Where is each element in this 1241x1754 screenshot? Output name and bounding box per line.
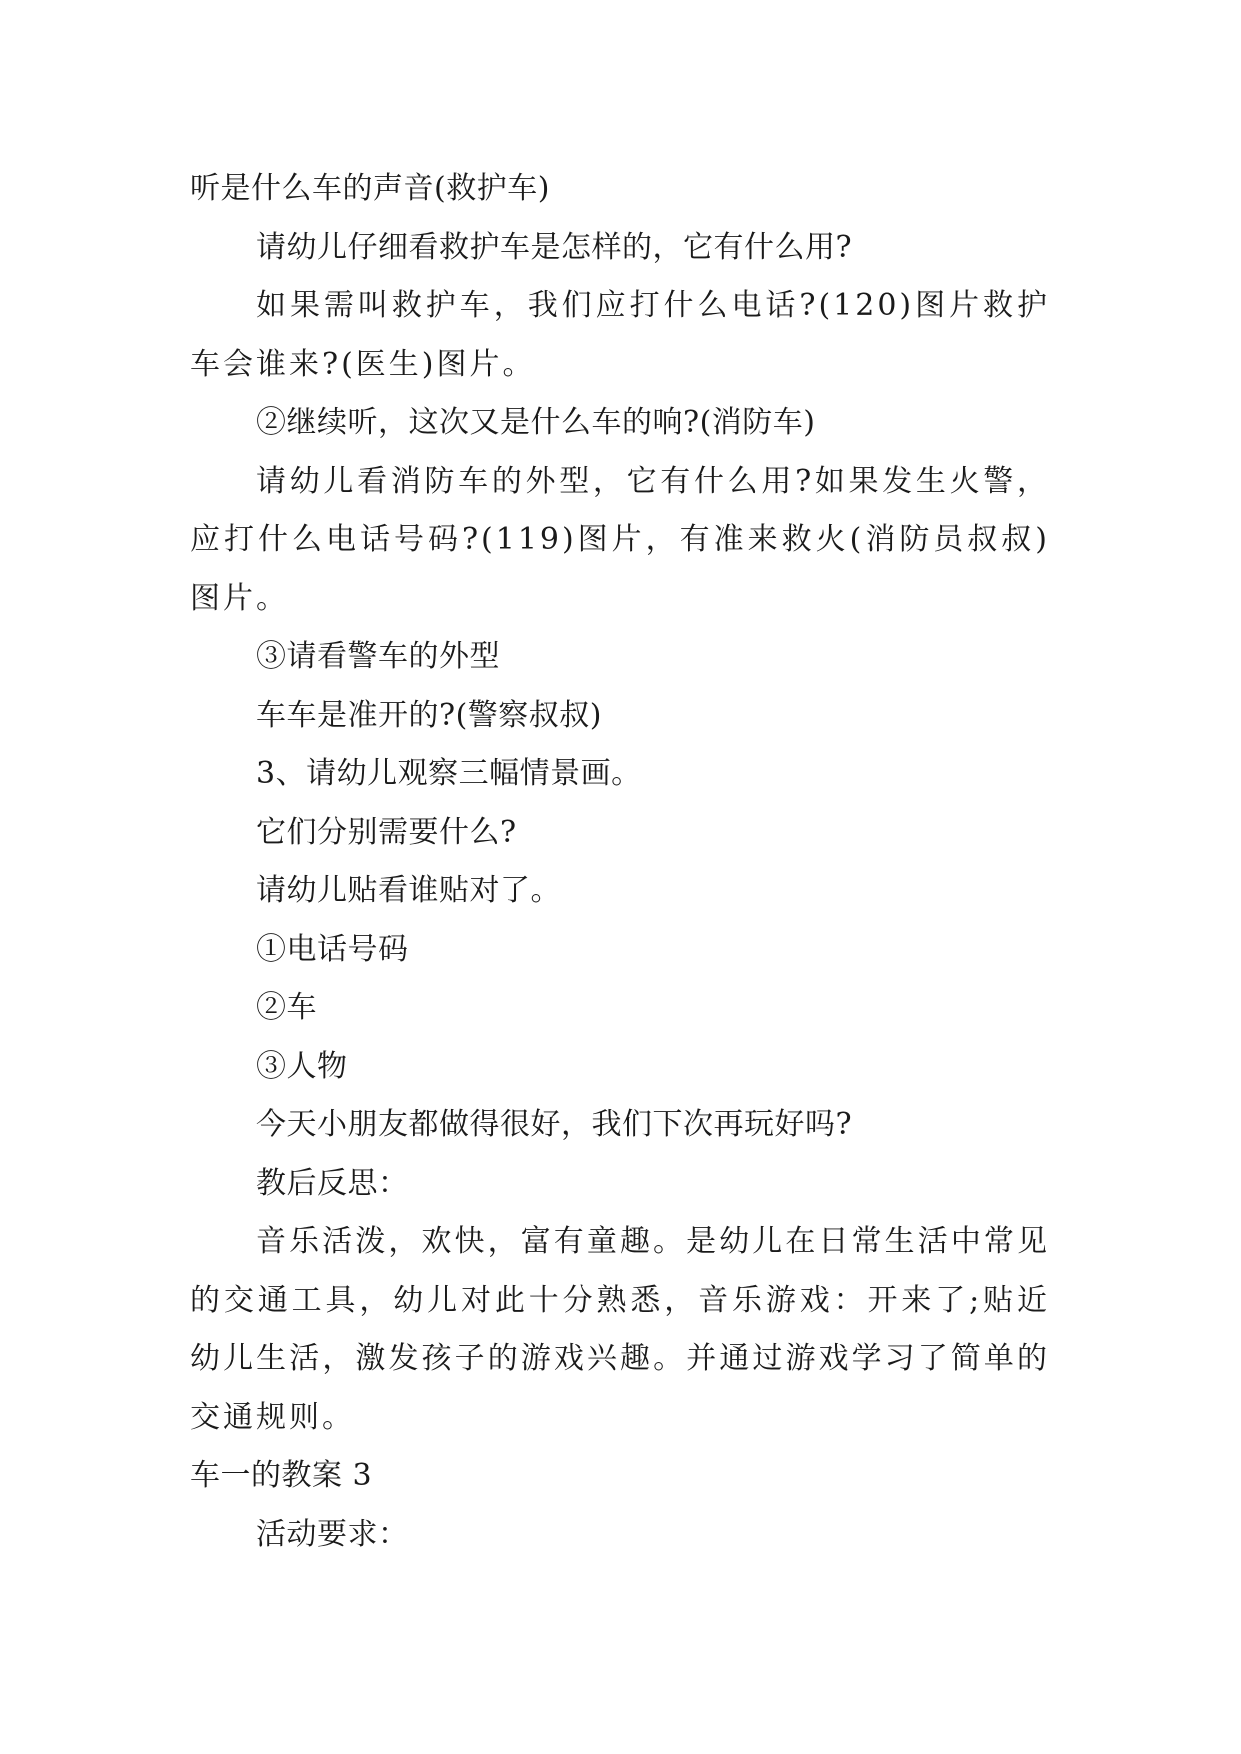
requirements-heading: 活动要求：	[256, 1516, 409, 1552]
text-line-sound: 听是什么车的声音(救护车)	[190, 171, 550, 206]
paragraph-fire-phone: 请幼儿看消防车的外型，它有什么用?如果发生火警，应打什么电话号码?(119)图片，有准来救火(消防员叔叔)图片。	[190, 463, 1050, 616]
reflection-paragraph: 音乐活泼，欢快，富有童趣。是幼儿在日常生活中常见的交通工具，幼儿对此十分熟悉，音乐游戏：开来了;贴近幼儿生活，激发孩子的游戏兴趣。并通过游戏学习了简单的交通规则。	[190, 1224, 1050, 1435]
text-line-closing: 今天小朋友都做得很好，我们下次再玩好吗?	[256, 1107, 853, 1142]
text-line-paste: 请幼儿贴看谁贴对了。	[256, 873, 561, 908]
text-line-police-driver: 车车是准开的?(警察叔叔)	[256, 697, 602, 733]
text-line-fire-truck: ②继续听，这次又是什么车的响?(消防车)	[256, 405, 816, 440]
section-title: 车一的教案 3	[190, 1458, 373, 1493]
list-item-person: ③人物	[256, 1048, 348, 1084]
paragraph-ambulance-phone: 如果需叫救护车，我们应打什么电话?(120)图片救护车会谁来?(医生)图片。	[190, 288, 1050, 382]
reflection-heading: 教后反思：	[256, 1165, 409, 1201]
text-line-step-3: 3、请幼儿观察三幅情景画。	[256, 756, 642, 791]
document-body	[190, 160, 1050, 1564]
list-item-phone-number: ①电话号码	[256, 931, 409, 967]
text-line-needs: 它们分别需要什么?	[256, 814, 517, 850]
text-line-ambulance-look: 请幼儿仔细看救护车是怎样的，它有什么用?	[256, 229, 853, 265]
list-item-vehicle: ②车	[256, 990, 317, 1025]
text-line-police-car: ③请看警车的外型	[256, 639, 500, 674]
